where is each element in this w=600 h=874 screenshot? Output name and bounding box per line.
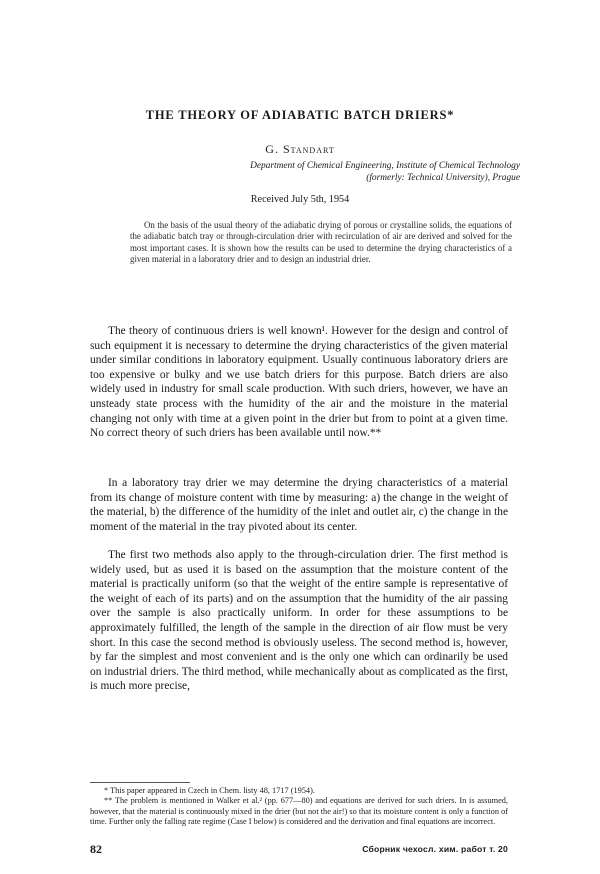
body-section-3 <box>90 548 508 694</box>
received-date: Received July 5th, 1954 <box>250 194 350 205</box>
footnote: ** The problem is mentioned in Walker et al.² (pp. 677—80) and equations are derived for such driers. In is assumed, however, that the material is continuously mixed in the drier (but not the air!) so that its moisture content is only a function of time. Further only the falling rate regime (Case I below) is considered and the derivation and final equations are incorrect. <box>90 796 508 827</box>
body-section-2 <box>90 476 508 534</box>
affiliation-line-2: (formerly: Technical University), Prague <box>366 173 520 183</box>
footnote: * This paper appeared in Czech in Chem. listy 48, 1717 (1954). <box>104 786 315 795</box>
affiliation-line-1: Department of Chemical Engineering, Institute of Chemical Technology <box>250 161 520 171</box>
author-name: G. Standart <box>265 142 335 156</box>
body-paragraph: The first two methods also apply to the through-circulation drier. The first method is widely used, but as used it is based on the assumption that the moisture content of the material is practically uniform (so that the weight of the entire sample is representative of the weight of each of its parts) and on the assumption that the humidity of the air passing over the sample is also practically uniform. In order for these assumptions to be approximately fulfilled, the length of the sample in the direction of air flow must be very short. In this case the second method is obviously useless. The second method is, however, by far the simplest and most convenient and is the only one which can ordinarily be used on industrial driers. The third method, while mechanically about as complicated as the first, is much more precise, <box>90 549 508 693</box>
abstract: On the basis of the usual theory of the adiabatic drying of porous or crystalline solids, the equations of the adiabatic batch tray or through-circulation drier with recirculation of air are derived and solved for the most important cases. It is shown how the results can be used to determine the drying characteristics of a given material in a laboratory drier and to design an industrial drier. <box>130 220 512 264</box>
body-paragraph: The theory of continuous driers is well known¹. However for the design and control of such equipment it is necessary to determine the drying characteristics of the given material under similar conditions in laboratory equipment. Usually continuous laboratory driers are too expensive or bulky and we use batch driers for this purpose. Batch driers are also widely used in industry for small scale production. With such driers, however, we have an unsteady state process with the humidity of the air and the moisture in the material changing not only with time at a given point in the drier but from to point at a given time. No correct theory of such driers has been available until now.** <box>90 325 508 440</box>
footnotes <box>90 786 508 828</box>
body-paragraph: In a laboratory tray drier we may determine the drying characteristics of a material from its change of moisture content with time by measuring: a) the change in the weight of the material, b) the difference of the humidity of the inlet and outlet air, c) the change in the moment of the material in the tray pivoted about its center. <box>90 477 508 533</box>
page-number: 82 <box>90 842 102 856</box>
footnote-divider <box>90 782 190 783</box>
article-title: THE THEORY OF ADIABATIC BATCH DRIERS* <box>145 108 455 122</box>
body-section-1 <box>90 324 508 441</box>
author-affiliation <box>120 160 520 184</box>
journal-running-footer: Сборник чехосл. хим. работ т. 20 <box>362 844 508 854</box>
